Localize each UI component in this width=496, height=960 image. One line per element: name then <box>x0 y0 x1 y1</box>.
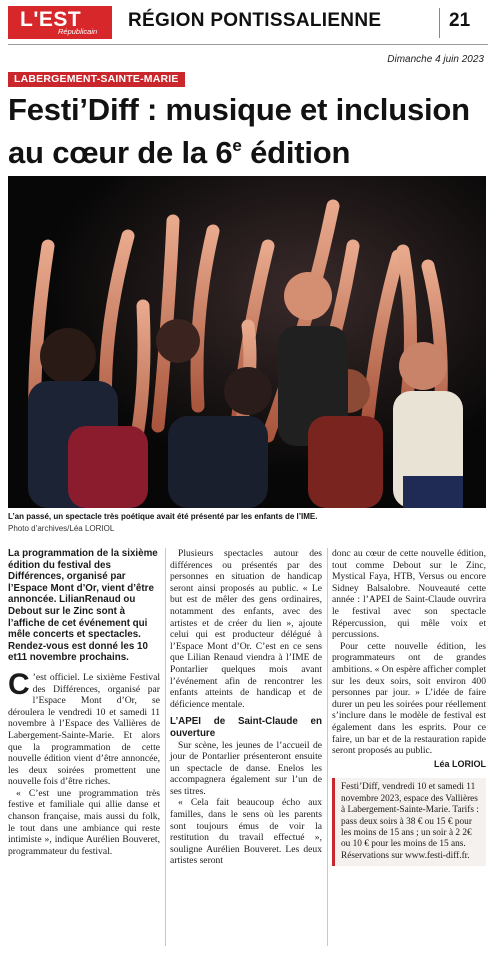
drop-cap: C <box>8 667 30 701</box>
paragraph: donc au cœur de cette nouvelle édition, tout comme Debout sur le Zinc, Mystical Faya, HTB, Versus ou encore Sidney Balsalobre. Nouveauté cette année : l’APEI de Saint-Claude ouvrira le festival avec son spectacle Répercussion, qui mêle voix et percussions. <box>332 548 486 641</box>
headline-superscript: e <box>232 136 242 155</box>
paragraph-text: ’est officiel. Le sixième Festival des Différences, organisé par l’Espace Mont d’Or, se déroulera le vendredi 10 et samedi 11 novembre à l’Espace des Vallières de Labergement-Sainte-Marie. Et alors que la programmation de cette nouvelle édition vient d’être annoncée, les deux soirées promettent une nouvelle fois d’être riches. <box>8 671 160 788</box>
article-subhead: L’APEI de Saint-Claude en ouverture <box>170 716 322 739</box>
stage-photo-illustration <box>8 176 486 508</box>
article-column-3 <box>332 548 486 866</box>
article-headline <box>8 92 486 171</box>
paragraph: Pour cette nouvelle édition, les programmateurs ont de grandes ambitions. « On espère afficher complet sur les deux soirs, soit environ 400 personnes par jour. » L’idée de faire durer un peu les soirées pour réellement s’inclure dans le modèle de festival est également dans les esprits. Pour ce faire, un bar et de la restauration rapide seront proposés au public. <box>332 640 486 757</box>
article-column-2 <box>170 548 322 867</box>
newspaper-logo <box>8 6 112 39</box>
paragraph: « Cela fait beaucoup écho aux familles, dans le sens où les parents sont toujours émus de voir la restitution du travail effectué », souligne Aurélien Bouveret. Les deux artistes seront <box>170 797 322 867</box>
column-divider <box>165 548 166 946</box>
headline-line-2-end: édition <box>241 135 351 170</box>
photo-caption: L’an passé, un spectacle très poétique avait été présenté par les enfants de l’IME. <box>8 512 318 521</box>
author-signature: Léa LORIOL <box>433 758 486 769</box>
column-divider <box>327 548 328 946</box>
logo-subtitle: Républicain <box>58 27 98 36</box>
header-divider <box>439 8 440 38</box>
issue-date: Dimanche 4 juin 2023 <box>387 54 484 65</box>
article-column-1 <box>8 548 160 857</box>
event-info-box: Festi’Diff, vendredi 10 et samedi 11 novembre 2023, espace des Vallières à Labergement-Sainte-Marie. Tarifs : pass deux soirs à 38 € ou 15 € pour les moins de 15 ans ; un soir à 2 2€ ou 10 € pour les moins de 15 ans. Réservations sur www.festi-diff.fr. <box>332 778 486 866</box>
page-number: 21 <box>449 10 471 31</box>
location-kicker: LABERGEMENT-SAINTE-MARIE <box>8 72 185 87</box>
paragraph: Sur scène, les jeunes de l’accueil de jour de Pontarlier présenteront ensuite un spectacle de danse. Enelos les accompagnera également sur l’un de ses titres. <box>170 739 322 797</box>
header-rule <box>8 44 488 45</box>
logo-wordmark: L'EST <box>20 8 82 31</box>
headline-line-1: Festi’Diff : musique et inclusion <box>8 92 470 127</box>
paragraph <box>8 667 160 788</box>
article-lead: La programmation de la sixième édition du festival des Différences, organisé par l’Espace Mont d’Or, vient d’être annoncée. LilianRenaud ou Debout sur le Zinc sont à l’affiche de cet événement qui mêle concerts et spectacles. Rendez-vous est donné les 10 et11 novembre prochains. <box>8 548 158 664</box>
paragraph: « C’est une programmation très festive et familiale qui allie danse et chanson française, mais aussi du folk, le tout dans une ambiance qui reste intimiste », indique Aurélien Bouveret, programmateur du festival. <box>8 787 160 857</box>
photo-credit: Photo d’archives/Léa LORIOL <box>8 524 115 533</box>
article-photo <box>8 176 486 508</box>
headline-line-2: au cœur de la 6 <box>8 135 233 170</box>
paragraph: Plusieurs spectacles autour des différences ou présentés par des personnes en situation de handicap seront ainsi proposés au public. « Le but est de mêler des gens ordinaires, notamment des enfants, avec des artistes et de créer du lien », ajoute celui qui est producteur délégué à l’Espace Mont d’Or. C’est en ce sens que Lilian Renaud viendra à l’IME de Pontarlier quelques mois avant l’événement afin de rencontrer les enfants atteints de handicap et de déficience mentale. <box>170 548 322 710</box>
section-title: RÉGION PONTISSALIENNE <box>128 10 382 31</box>
